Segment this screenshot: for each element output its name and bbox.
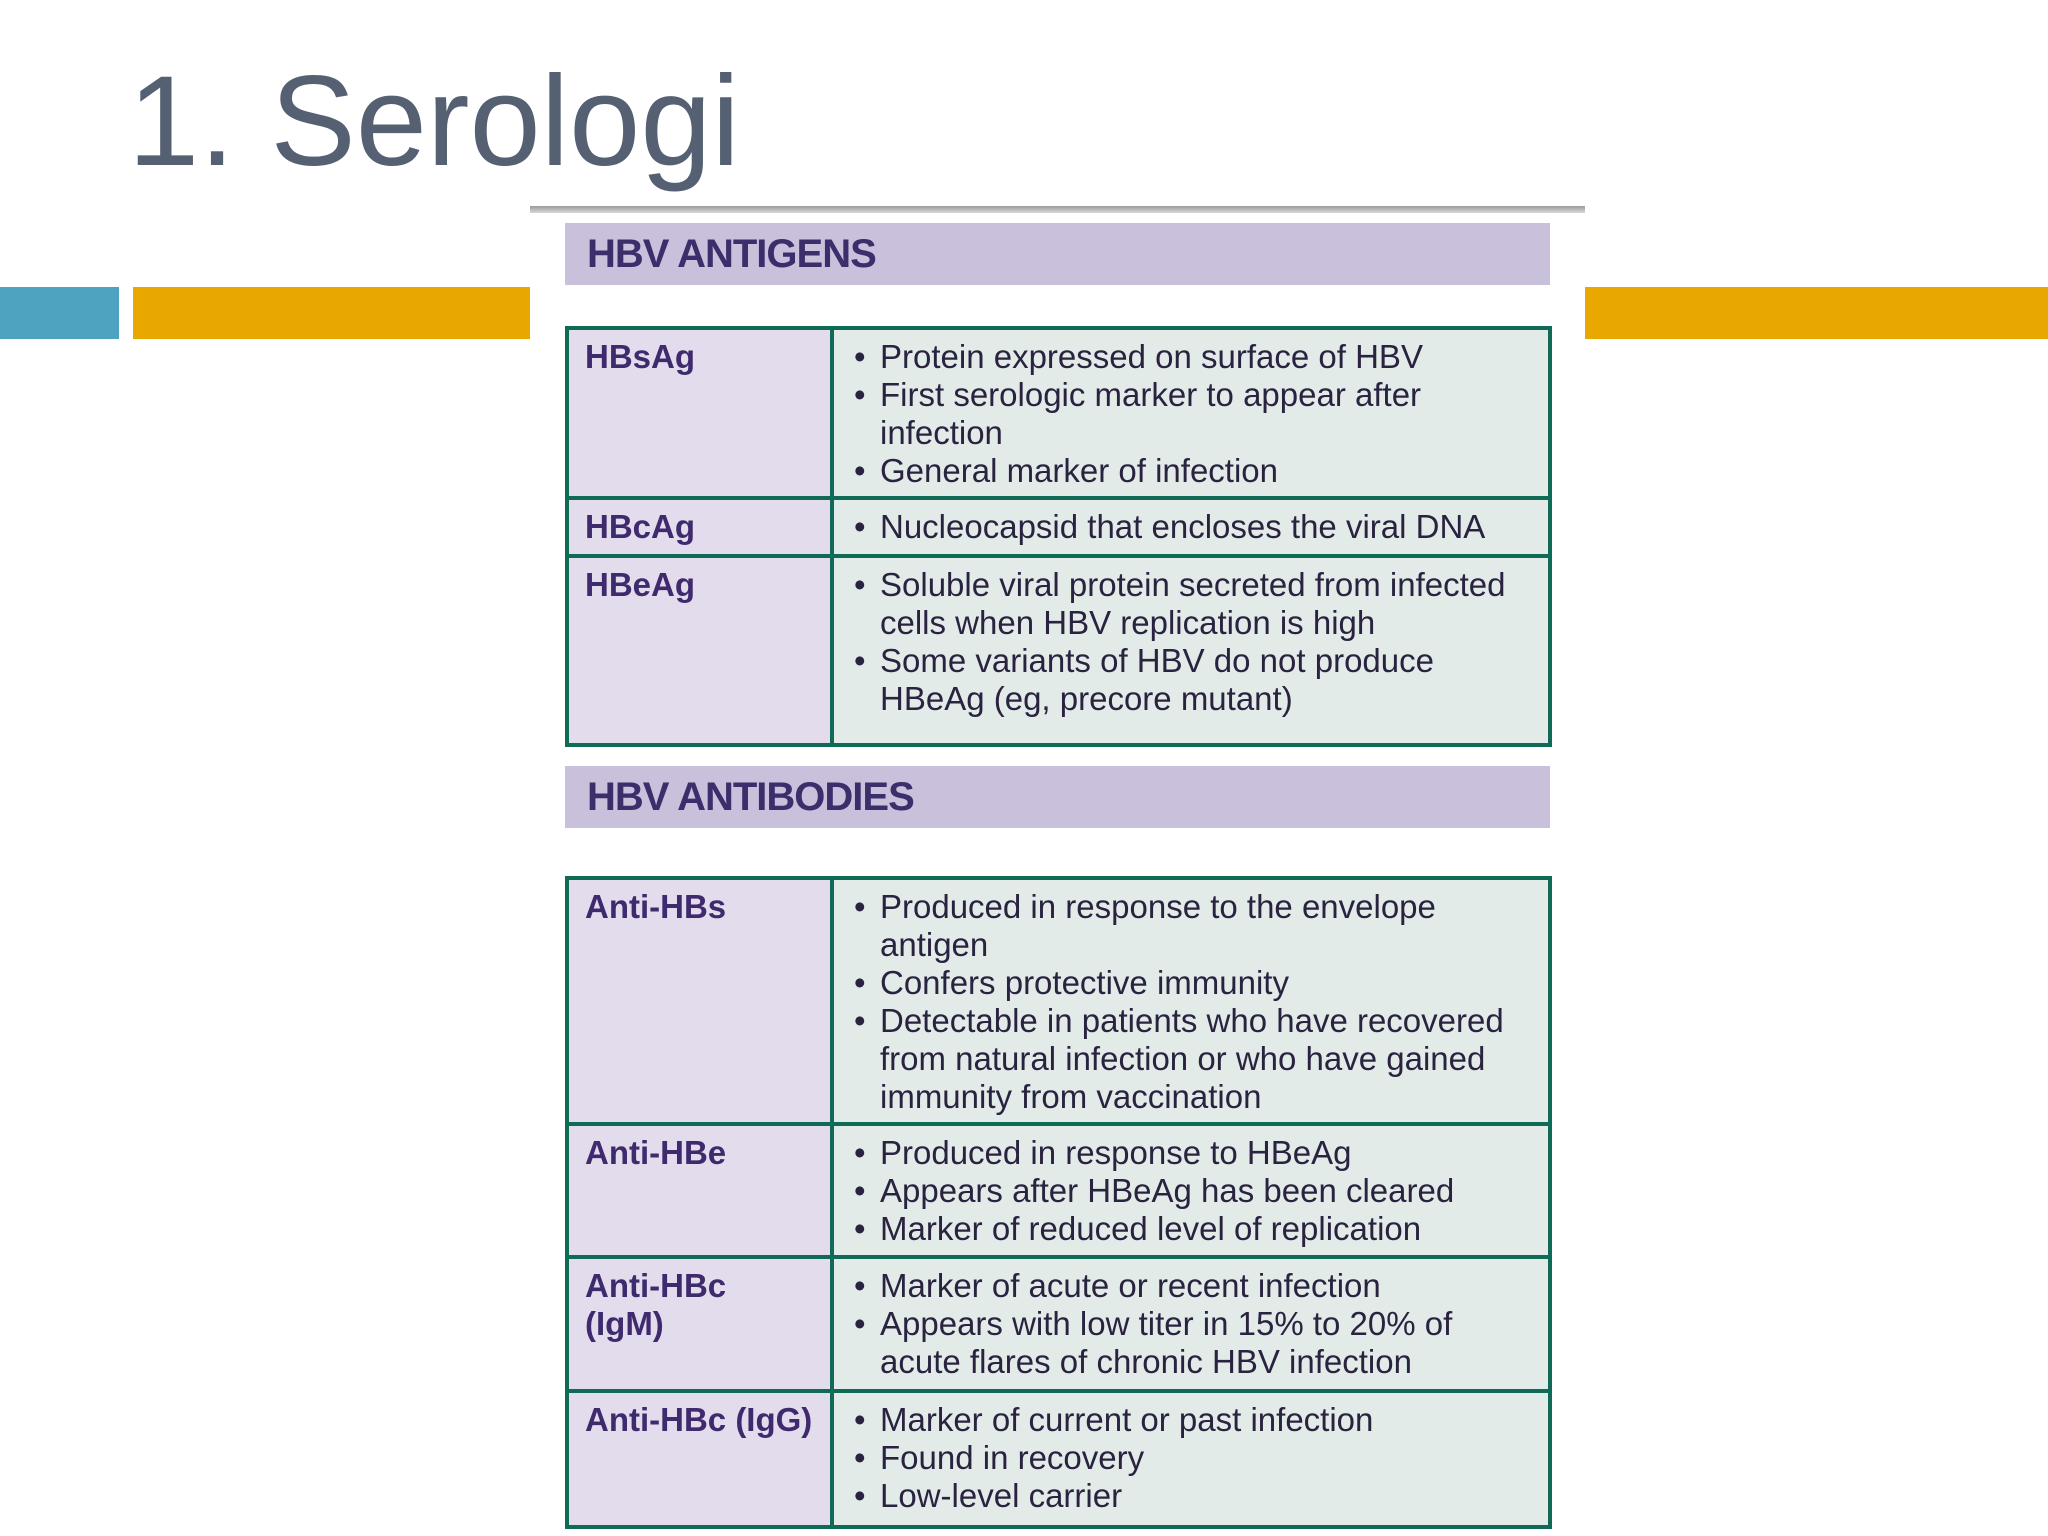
marker-description bbox=[832, 1124, 1550, 1257]
table-row bbox=[567, 328, 1550, 498]
table-row bbox=[567, 1391, 1550, 1527]
hbv-serology-figure bbox=[530, 206, 1585, 1514]
list-item: • Found in recovery bbox=[880, 1439, 1532, 1477]
figure-top-rule bbox=[530, 206, 1585, 213]
marker-name: Anti-HBc (IgG) bbox=[567, 1391, 832, 1527]
marker-description bbox=[832, 498, 1550, 556]
antibodies-table bbox=[565, 876, 1552, 1529]
list-item: • Confers protective immunity bbox=[880, 964, 1532, 1002]
marker-description bbox=[832, 878, 1550, 1124]
slide-title: 1. Serologi bbox=[128, 50, 740, 193]
list-item: • Protein expressed on surface of HBV bbox=[880, 338, 1532, 376]
marker-name: Anti-HBs bbox=[567, 878, 832, 1124]
list-item: • Detectable in patients who have recovered from natural infection or who have gained immunity from vaccination bbox=[880, 1002, 1532, 1116]
accent-bar-gold-left bbox=[133, 287, 530, 339]
antibodies-header: HBV ANTIBODIES bbox=[565, 766, 1550, 828]
marker-description bbox=[832, 556, 1550, 745]
list-item: • Appears with low titer in 15% to 20% of acute flares of chronic HBV infection bbox=[880, 1305, 1532, 1381]
table-row bbox=[567, 498, 1550, 556]
marker-description bbox=[832, 328, 1550, 498]
list-item: • Low-level carrier bbox=[880, 1477, 1532, 1515]
list-item: • Appears after HBeAg has been cleared bbox=[880, 1172, 1532, 1210]
list-item: • Nucleocapsid that encloses the viral DNA bbox=[880, 508, 1532, 546]
list-item: • First serologic marker to appear after infection bbox=[880, 376, 1532, 452]
marker-name: Anti-HBe bbox=[567, 1124, 832, 1257]
table-row bbox=[567, 1257, 1550, 1391]
table-row bbox=[567, 556, 1550, 745]
list-item: • Produced in response to the envelope antigen bbox=[880, 888, 1532, 964]
accent-bar-gold-right bbox=[1585, 287, 2048, 339]
marker-name: HBeAg bbox=[567, 556, 832, 745]
table-row bbox=[567, 878, 1550, 1124]
list-item: • Marker of reduced level of replication bbox=[880, 1210, 1532, 1248]
antigens-table bbox=[565, 326, 1552, 747]
list-item: • Soluble viral protein secreted from infected cells when HBV replication is high bbox=[880, 566, 1532, 642]
list-item: • Marker of acute or recent infection bbox=[880, 1267, 1532, 1305]
table-row bbox=[567, 1124, 1550, 1257]
list-item: • General marker of infection bbox=[880, 452, 1532, 490]
marker-description bbox=[832, 1257, 1550, 1391]
marker-name: HBsAg bbox=[567, 328, 832, 498]
list-item: • Marker of current or past infection bbox=[880, 1401, 1532, 1439]
marker-description bbox=[832, 1391, 1550, 1527]
antigens-header: HBV ANTIGENS bbox=[565, 223, 1550, 285]
list-item: • Some variants of HBV do not produce HBeAg (eg, precore mutant) bbox=[880, 642, 1532, 718]
accent-bar-blue bbox=[0, 287, 119, 339]
list-item: • Produced in response to HBeAg bbox=[880, 1134, 1532, 1172]
marker-name: Anti-HBc (IgM) bbox=[567, 1257, 832, 1391]
marker-name: HBcAg bbox=[567, 498, 832, 556]
